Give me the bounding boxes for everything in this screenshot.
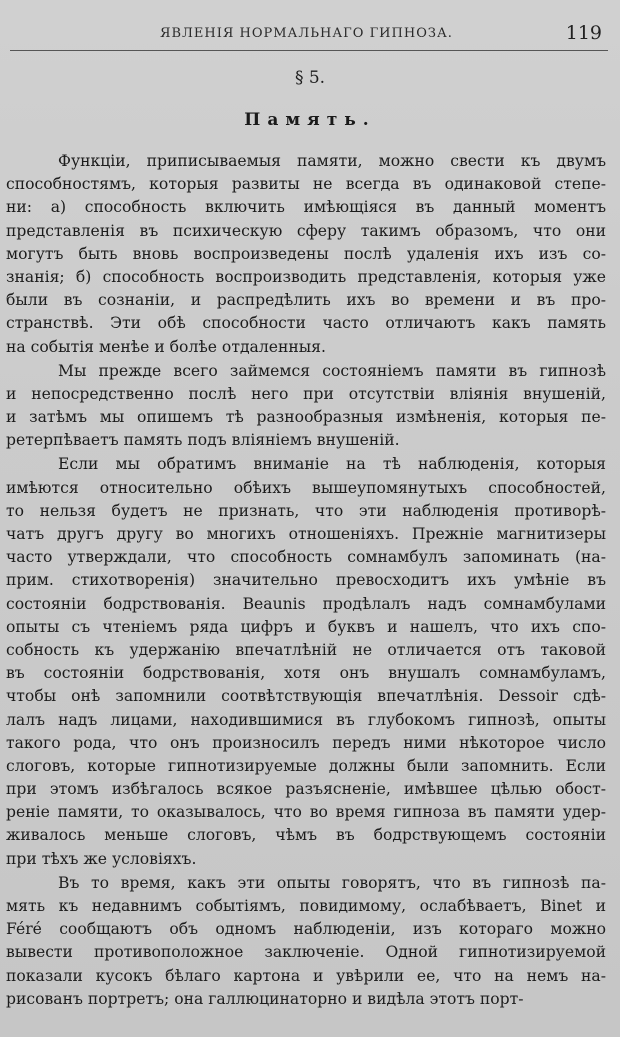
text-line: опыты съ чтеніемъ ряда цифръ и буквъ и нашелъ, что ихъ спо- [6,617,606,636]
running-head [10,16,608,51]
text-line: чатъ другъ другу во многихъ отношеніяхъ. Прежніе магнитизеры [6,525,606,543]
text-line: ретерпѣваетъ память подъ вліяніемъ внушеній. [6,431,400,450]
text-line: Если мы обратимъ вниманіе на тѣ наблюденія, которыя [58,455,606,474]
section-title: Память. [244,110,376,130]
paragraph [6,360,606,453]
page-number: 119 [565,22,602,44]
text-line: были въ сознаніи, и распредѣлить ихъ во времени и въ про- [6,291,606,310]
text-line: мять къ недавнимъ событіямъ, повидимому, ослабѣваетъ, Binet и [6,897,606,915]
text-line: собность къ удержанію впечатлѣній не отличается отъ таковой [6,640,606,659]
text-line: и непосредственно послѣ него при отсутствіи вліянія внушеній, [6,384,606,403]
text-line: ни: а) способность включить имѣющіяся въ данный моментъ [6,198,606,217]
text-line: такого рода, что онъ произносилъ передъ ними нѣкоторое число [6,733,606,752]
paragraph [6,453,606,870]
text-line: вывести противоположное заключеніе. Одной гипнотизируемой [6,943,606,962]
text-line: реніе памяти, то оказывалось, что во время гипноза въ памяти удер- [6,803,606,822]
text-line: и затѣмъ мы опишемъ тѣ разнообразныя измѣненія, которыя пе- [6,408,606,427]
text-line: при этомъ избѣгалось всякое разъясненіе, имѣвшее цѣлью обост- [6,780,606,799]
text-line: на событія менѣе и болѣе отдаленныя. [6,337,326,356]
text-line: живалось меньше слоговъ, чѣмъ въ бодрствующемъ состояніи [6,826,606,845]
text-line: слоговъ, которые гипнотизируемые должны были запомнить. Если [6,756,606,775]
text-line: Féré сообщаютъ объ одномъ наблюденіи, изъ котораго можно [6,920,606,939]
body-text [6,150,606,1011]
text-line: могутъ быть вновь воспроизведены послѣ удаленія ихъ изъ со- [6,244,606,263]
text-line: Функціи, приписываемыя памяти, можно свести къ двумъ [58,152,606,170]
running-title: ЯВЛЕНІЯ НОРМАЛЬНАГО ГИПНОЗА. [160,26,453,41]
text-line: часто утверждали, что способность сомнамбулъ запоминать (на- [6,548,606,567]
paragraph [6,150,606,359]
text-line: то нельзя будетъ не признать, что эти наблюденія противорѣ- [6,501,606,520]
text-line: лалъ надъ лицами, находившимися въ глубокомъ гипнозѣ, опыты [6,710,606,729]
text-line: знанія; б) способность воспроизводить представленія, которыя уже [6,267,606,286]
text-line: состояніи бодрствованія. Beaunis продѣлалъ надъ сомнамбулами [6,594,606,613]
text-line: показали кусокъ бѣлаго картона и увѣрили ее, что на немъ на- [6,966,606,985]
text-line: имѣются относительно обѣихъ вышеупомянутыхъ способностей, [6,478,606,497]
text-line: Въ то время, какъ эти опыты говорятъ, что въ гипнозѣ па- [58,873,606,892]
paragraph [6,872,606,1011]
text-line: Мы прежде всего займемся состояніемъ памяти въ гипнозѣ [58,361,606,380]
text-line: въ состояніи бодрствованія, хотя онъ внушалъ сомнамбуламъ, [6,664,606,683]
section-number: § 5. [294,68,326,88]
text-line: чтобы онѣ запомнили соотвѣтствующія впечатлѣнія. Dessoir сдѣ- [6,687,606,706]
text-line: представленія въ психическую сферу такимъ образомъ, что они [6,221,606,240]
text-line: рисованъ портретъ; она галлюцинаторно и видѣла этотъ порт- [6,989,524,1008]
text-line: при тѣхъ же условіяхъ. [6,849,197,868]
text-line: странствѣ. Эти обѣ способности часто отличаютъ какъ память [6,314,606,333]
text-line: прим. стихотворенія) значительно превосходитъ ихъ умѣніе въ [6,571,606,590]
text-line: способностямъ, которыя развиты не всегда въ одинаковой степе- [6,175,606,194]
